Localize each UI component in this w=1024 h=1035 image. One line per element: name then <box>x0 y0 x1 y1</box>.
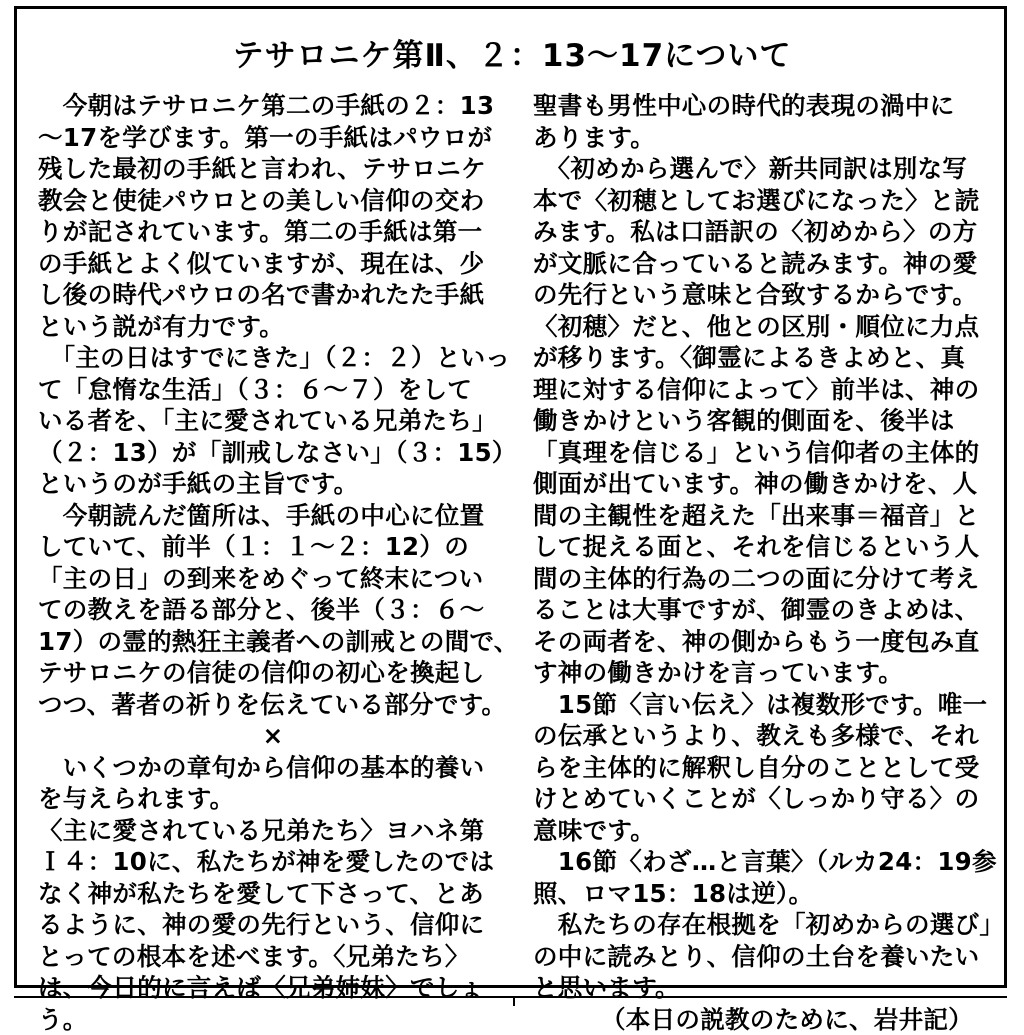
text-line: その両者を、神の側からもう一度包み直 <box>533 626 1003 658</box>
text-line: 教会と使徒パウロとの美しい信仰の交わ <box>38 185 508 217</box>
text-line: るように、神の愛の先行という、信仰に <box>38 909 508 941</box>
text-line: 理に対する信仰によって〉前半は、神の <box>533 374 1003 406</box>
text-line: （２：13）が「訓戒しなさい」（３：15） <box>38 437 508 469</box>
text-line: 「主の日」の到来をめぐって終末につい <box>38 563 508 595</box>
text-line: りが記されています。第二の手紙は第一 <box>38 216 508 248</box>
text-line: 今朝はテサロニケ第二の手紙の２：13 <box>38 90 508 122</box>
text-line: 聖書も男性中心の時代的表現の渦中に <box>533 90 1003 122</box>
text-line: の先行という意味と合致するからです。 <box>533 279 1003 311</box>
text-line: う。 <box>38 1004 508 1035</box>
text-line: の中に読みとり、信仰の土台を養いたい <box>533 941 1003 973</box>
text-line: 16節〈わざ…と言葉〉（ルカ24：19参 <box>533 846 1003 878</box>
text-line: 残した最初の手紙と言われ、テサロニケ <box>38 153 508 185</box>
text-line: 〈初めから選んで〉新共同訳は別な写 <box>533 153 1003 185</box>
text-line: 〈主に愛されている兄弟たち〉ヨハネ第 <box>38 815 508 847</box>
text-line: が移ります。〈御霊によるきよめと、真 <box>533 342 1003 374</box>
text-line: 照、ロマ15：18は逆）。 <box>533 878 1003 910</box>
text-line: 「主の日はすでにきた」（２：２）といっ <box>38 342 508 374</box>
left-column <box>38 90 508 1035</box>
text-line: とっての根本を述べます。〈兄弟たち〉 <box>38 941 508 973</box>
text-line: なく神が私たちを愛して下さって、とあ <box>38 878 508 910</box>
text-line: 働きかけという客観的側面を、後半は <box>533 405 1003 437</box>
text-line: は、今日的に言えば〈兄弟姉妹〉でしょ <box>38 972 508 1004</box>
text-line: して捉える面と、それを信じるという人 <box>533 531 1003 563</box>
text-line: 私たちの存在根拠を「初めからの選び」 <box>533 909 1003 941</box>
text-line: という説が有力です。 <box>38 311 508 343</box>
text-line: 意味です。 <box>533 815 1003 847</box>
text-line: 17）の霊的熱狂主義者への訓戒との間で、 <box>38 626 508 658</box>
text-line: ての教えを語る部分と、後半（３：６～ <box>38 594 508 626</box>
text-line: 間の主体的行為の二つの面に分けて考え <box>533 563 1003 595</box>
text-line: いくつかの章句から信仰の基本的養い <box>38 752 508 784</box>
bottom-divider <box>14 996 1007 998</box>
text-line: 間の主観性を超えた「出来事＝福音」と <box>533 500 1003 532</box>
section-separator: × <box>38 720 508 752</box>
text-line: いる者を、「主に愛されている兄弟たち」 <box>38 405 508 437</box>
text-line: ～17を学びます。第一の手紙はパウロが <box>38 122 508 154</box>
text-line: していて、前半（１：１～２：12）の <box>38 531 508 563</box>
text-line: 本で〈初穂としてお選びになった〉と読 <box>533 185 1003 217</box>
text-line: と思います。 <box>533 972 1003 1004</box>
text-line: 今朝読んだ箇所は、手紙の中心に位置 <box>38 500 508 532</box>
text-line: す神の働きかけを言っています。 <box>533 657 1003 689</box>
author-signature: （本日の説教のために、岩井記） <box>533 1004 1003 1035</box>
text-line: が文脈に合っていると読みます。神の愛 <box>533 248 1003 280</box>
text-line: みます。私は口語訳の〈初めから〉の方 <box>533 216 1003 248</box>
text-line: し後の時代パウロの名で書かれたた手紙 <box>38 279 508 311</box>
text-line: Ｉ４：10に、私たちが神を愛したのでは <box>38 846 508 878</box>
text-line: て「怠惰な生活」（３：６～７）をして <box>38 374 508 406</box>
column-divider-tick <box>513 996 515 1006</box>
text-line: けとめていくことが〈しっかり守る〉の <box>533 783 1003 815</box>
text-line: 15節〈言い伝え〉は複数形です。唯一 <box>533 689 1003 721</box>
text-line: を与えられます。 <box>38 783 508 815</box>
text-line: つつ、著者の祈りを伝えている部分です。 <box>38 689 508 721</box>
text-line: テサロニケの信徒の信仰の初心を換起し <box>38 657 508 689</box>
article-title: テサロニケ第Ⅱ、２：13～17について <box>0 30 1024 75</box>
text-line: というのが手紙の主旨です。 <box>38 468 508 500</box>
text-line: の伝承というより、教えも多様で、それ <box>533 720 1003 752</box>
text-line: 側面が出ています。神の働きかけを、人 <box>533 468 1003 500</box>
text-line: らを主体的に解釈し自分のこととして受 <box>533 752 1003 784</box>
right-column <box>533 90 1003 1035</box>
text-line: ることは大事ですが、御霊のきよめは、 <box>533 594 1003 626</box>
text-line: の手紙とよく似ていますが、現在は、少 <box>38 248 508 280</box>
text-line: 「真理を信じる」という信仰者の主体的 <box>533 437 1003 469</box>
text-line: 〈初穂〉だと、他との区別・順位に力点 <box>533 311 1003 343</box>
text-line: あります。 <box>533 122 1003 154</box>
